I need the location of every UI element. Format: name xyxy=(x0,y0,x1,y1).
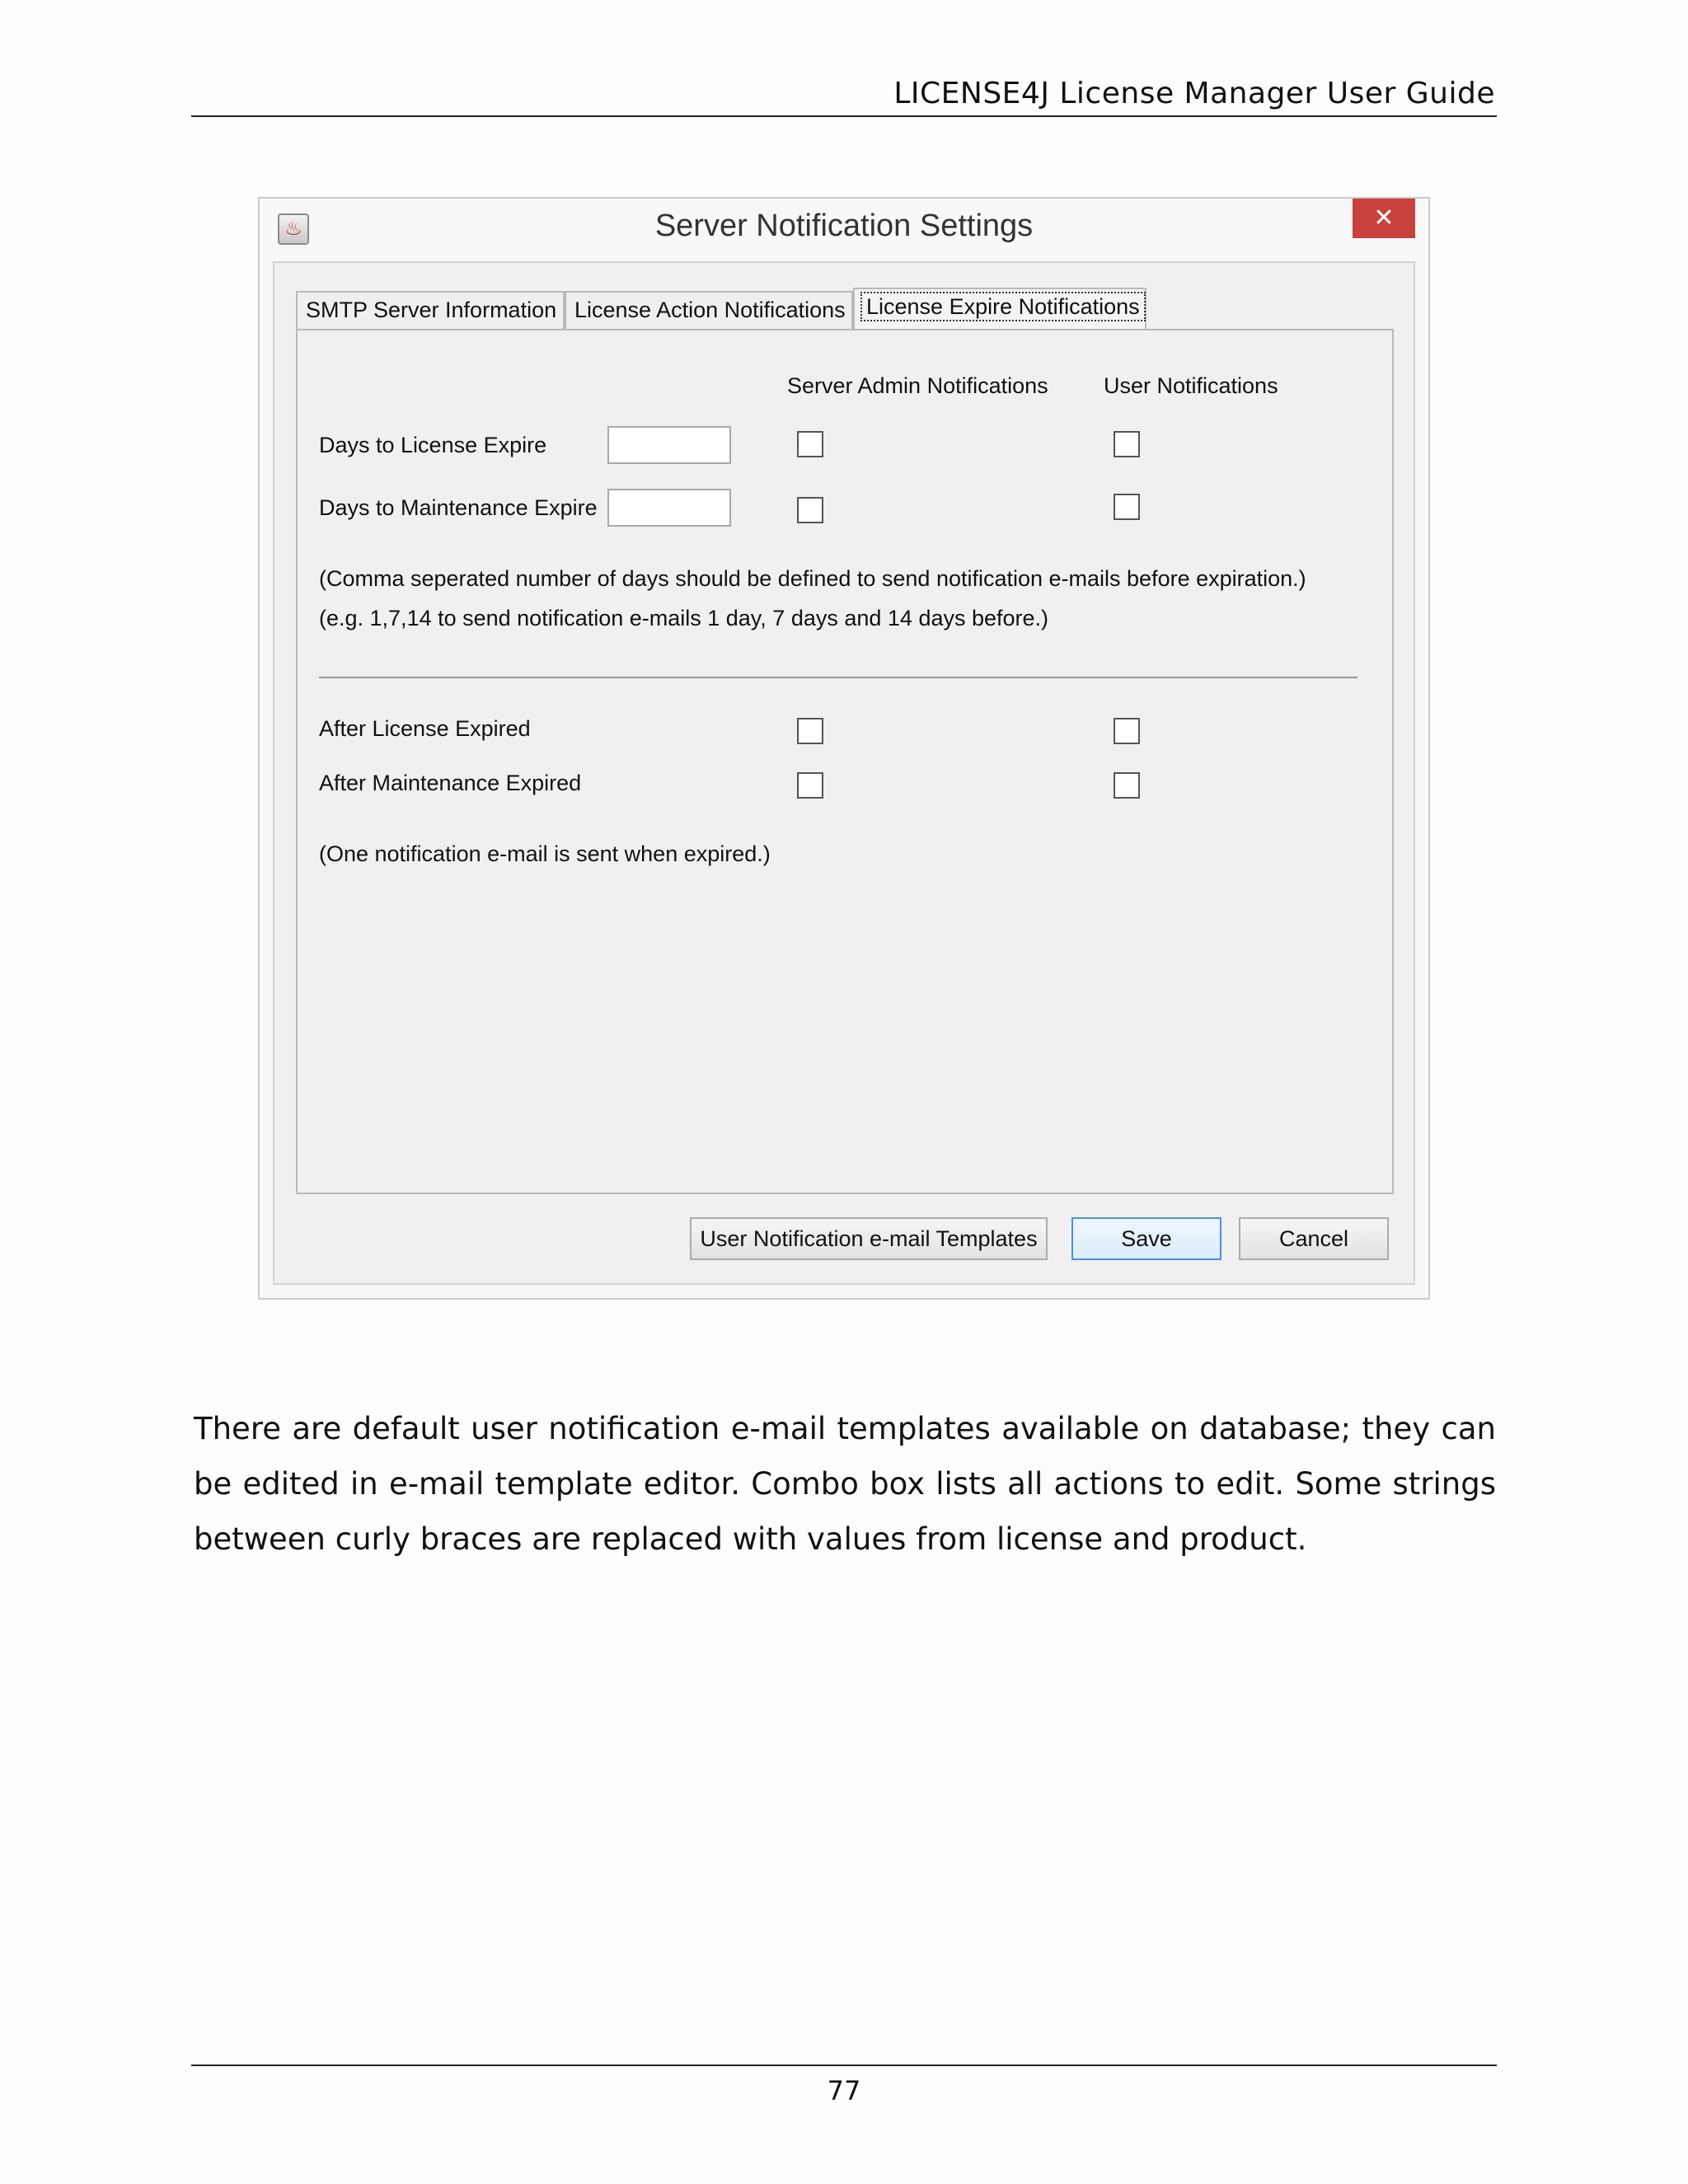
tab-label: SMTP Server Information xyxy=(306,298,557,322)
dialog-titlebar[interactable] xyxy=(260,199,1428,261)
header-rule xyxy=(191,115,1497,117)
dialog-client-area xyxy=(273,261,1415,1285)
close-icon: ✕ xyxy=(1373,204,1395,232)
hint-example: (e.g. 1,7,14 to send notification e-mails 1 day, 7 days and 14 days before.) xyxy=(319,606,1049,630)
column-header-admin: Server Admin Notifications xyxy=(787,373,1048,398)
days-to-maintenance-expire-label: Days to Maintenance Expire xyxy=(319,495,598,520)
doc-header-title: LICENSE4J License Manager User Guide xyxy=(893,77,1495,110)
cancel-button[interactable]: Cancel xyxy=(1239,1217,1389,1260)
close-button[interactable] xyxy=(1353,199,1415,238)
days-maintenance-admin-checkbox[interactable] xyxy=(797,497,823,523)
dialog-title: Server Notification Settings xyxy=(654,209,1034,243)
after-license-user-checkbox[interactable] xyxy=(1114,718,1140,744)
tab-license-expire-notifications[interactable] xyxy=(853,288,1146,330)
days-license-admin-checkbox[interactable] xyxy=(797,431,823,457)
days-maintenance-user-checkbox[interactable] xyxy=(1114,494,1140,520)
after-maintenance-admin-checkbox[interactable] xyxy=(797,772,823,799)
days-to-maintenance-expire-input[interactable] xyxy=(607,489,731,527)
footer-rule xyxy=(191,2064,1497,2066)
after-maintenance-user-checkbox[interactable] xyxy=(1114,772,1140,799)
days-license-user-checkbox[interactable] xyxy=(1114,431,1140,457)
page-number: 77 xyxy=(827,2075,861,2107)
save-button[interactable]: Save xyxy=(1071,1217,1221,1260)
after-license-admin-checkbox[interactable] xyxy=(797,718,823,744)
days-to-license-expire-label: Days to License Expire xyxy=(319,433,547,457)
after-maintenance-expired-label: After Maintenance Expired xyxy=(319,771,582,795)
license-expire-panel xyxy=(296,329,1394,1194)
server-notification-settings-dialog xyxy=(258,197,1430,1300)
user-notification-templates-button[interactable]: User Notification e-mail Templates xyxy=(690,1217,1048,1260)
hint-one-notification: (One notification e-mail is sent when expired.) xyxy=(319,841,771,866)
section-separator xyxy=(319,677,1357,678)
tab-label: License Expire Notifications xyxy=(863,294,1143,319)
days-to-license-expire-input[interactable] xyxy=(607,426,731,464)
tab-license-action-notifications[interactable] xyxy=(565,291,853,329)
column-header-user: User Notifications xyxy=(1104,373,1278,398)
after-license-expired-label: After License Expired xyxy=(319,716,531,741)
tab-smtp-server-information[interactable] xyxy=(296,291,565,329)
tab-label: License Action Notifications xyxy=(574,298,846,322)
body-paragraph: There are default user notification e-mail templates available on database; they can be edited in e-mail template editor. Combo box lists all actions to edit. Some strings between curly braces are replaced with values from license and product. xyxy=(194,1411,1496,1557)
java-app-icon: ♨ xyxy=(278,213,309,245)
hint-comma-separated: (Comma seperated number of days should be defined to send notification e-mails before expiration.) xyxy=(319,566,1306,591)
